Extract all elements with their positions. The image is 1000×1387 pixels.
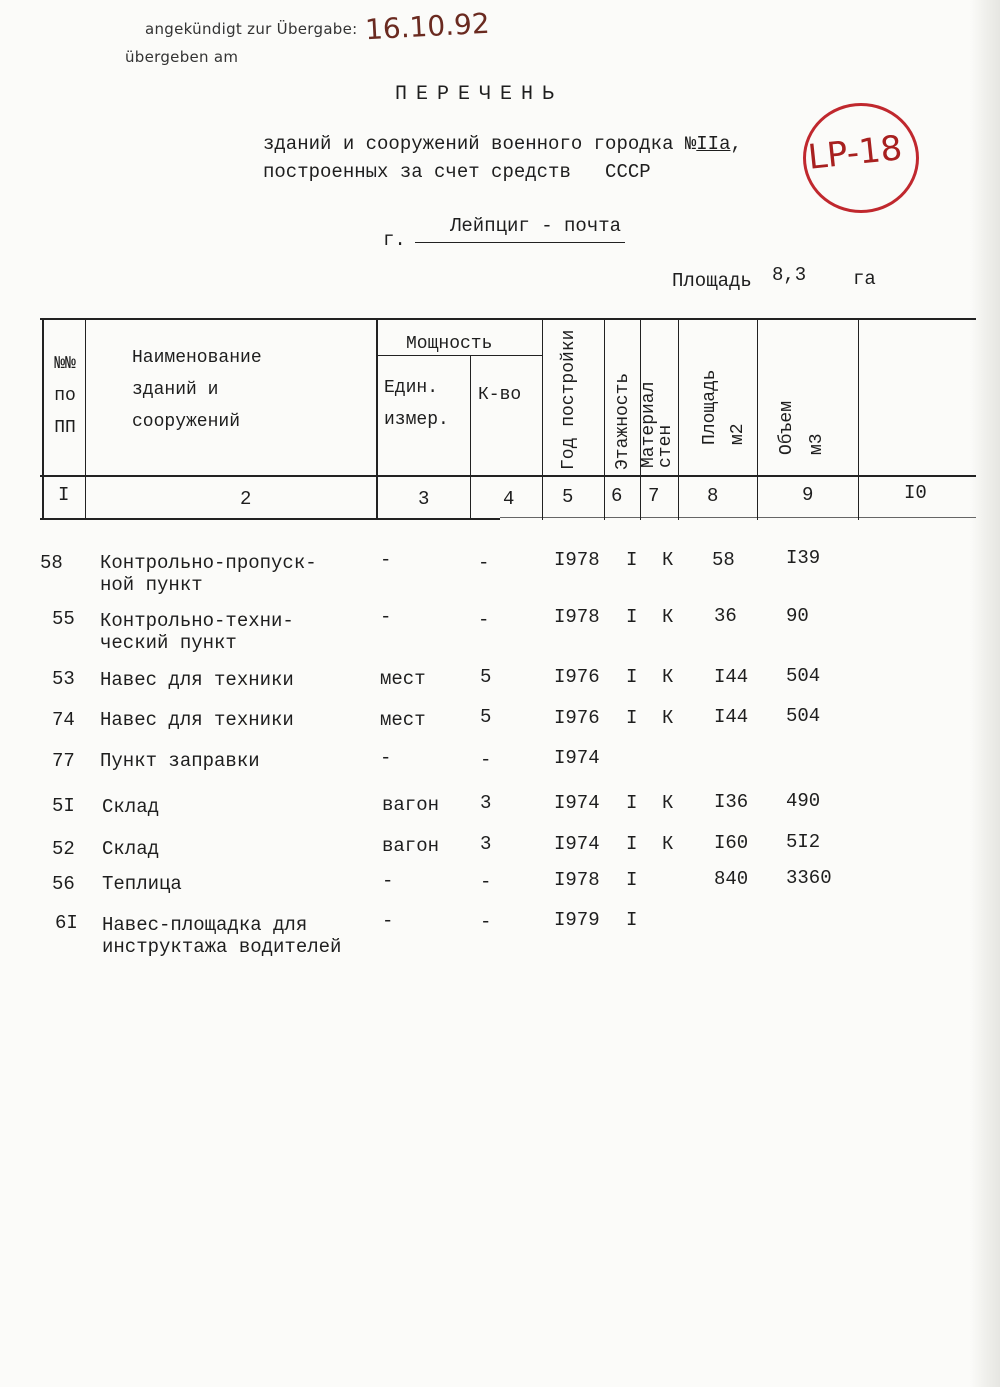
row-unit: -	[382, 870, 394, 892]
header-area: Площадь м2	[700, 369, 748, 445]
row-material: К	[662, 666, 674, 688]
stamp-handed-label: übergeben am	[125, 48, 239, 66]
row-unit: мест	[380, 668, 426, 690]
marking-code: LP-18	[806, 128, 905, 178]
row-floors: I	[626, 869, 638, 891]
area-value: 8,3	[772, 264, 807, 286]
row-count: -	[480, 871, 492, 893]
row-area: 58	[712, 549, 735, 571]
col-num: 7	[648, 485, 660, 507]
col-num: I0	[904, 482, 927, 504]
row-count: -	[480, 911, 492, 933]
row-floors: I	[626, 666, 638, 688]
row-unit: вагон	[382, 794, 440, 816]
subtitle-prefix: зданий и сооружений военного городка №	[263, 133, 697, 155]
row-material: К	[662, 792, 674, 814]
stamp-announced-date: 16.10.92	[364, 6, 491, 47]
row-year: I974	[554, 747, 600, 769]
col-num: 8	[707, 485, 719, 507]
row-year: I978	[554, 606, 600, 628]
col-num: 6	[611, 485, 623, 507]
row-area: 36	[714, 605, 737, 627]
header-year: Год постройки	[559, 329, 579, 470]
document-title: ПЕРЕЧЕНЬ	[395, 83, 564, 106]
row-floors: I	[626, 909, 638, 931]
col-num: 4	[503, 488, 515, 510]
row-floors: I	[626, 606, 638, 628]
row-name: Навес для техники	[100, 709, 294, 731]
row-volume: I39	[786, 547, 821, 569]
col-num: 3	[418, 488, 430, 510]
row-number: 77	[52, 750, 75, 772]
row-number: 58	[40, 552, 63, 574]
row-unit: вагон	[382, 835, 440, 857]
row-name: Пункт заправки	[100, 750, 260, 772]
row-number: 53	[52, 668, 75, 690]
row-area: I44	[714, 666, 749, 688]
row-material: К	[662, 606, 674, 628]
row-year: I979	[554, 909, 600, 931]
header-material: Материал стен	[639, 381, 676, 468]
row-number: 6I	[55, 912, 78, 934]
row-floors: I	[626, 549, 638, 571]
row-floors: I	[626, 707, 638, 729]
row-material: К	[662, 549, 674, 571]
header-name: Наименование зданий и сооружений	[132, 348, 262, 432]
row-name: Склад	[102, 796, 160, 818]
paper-edge-shadow	[970, 0, 1000, 1387]
city-name: Лейпциг - почта	[450, 215, 622, 237]
row-volume: 90	[786, 605, 809, 627]
row-count: 3	[480, 792, 492, 814]
row-number: 55	[52, 608, 75, 630]
subtitle-line2: построенных за счет средств СССР	[263, 161, 651, 183]
header-unit: Един. измер.	[384, 378, 449, 430]
row-material: К	[662, 833, 674, 855]
row-floors: I	[626, 792, 638, 814]
row-area: I36	[714, 791, 749, 813]
row-name: Контрольно-пропуск- ной пункт	[100, 552, 317, 596]
row-material: К	[662, 707, 674, 729]
area-unit: га	[853, 268, 876, 290]
row-count: 5	[480, 706, 492, 728]
subtitle-suffix: ,	[730, 133, 742, 155]
garrison-number: IIa	[696, 133, 731, 155]
row-volume: 5I2	[786, 831, 821, 853]
header-floors: Этажность	[613, 372, 633, 470]
row-volume: 504	[786, 705, 821, 727]
row-name: Контрольно-техни- ческий пункт	[100, 610, 294, 654]
row-year: I974	[554, 792, 600, 814]
row-area: I60	[714, 832, 749, 854]
row-year: I978	[554, 549, 600, 571]
row-unit: -	[380, 747, 392, 769]
row-year: I974	[554, 833, 600, 855]
row-number: 52	[52, 838, 75, 860]
row-area: 840	[714, 868, 749, 890]
row-count: 5	[480, 666, 492, 688]
row-year: I976	[554, 707, 600, 729]
row-unit: -	[382, 910, 394, 932]
city-prefix: г.	[383, 229, 406, 251]
row-year: I976	[554, 666, 600, 688]
row-unit: мест	[380, 709, 426, 731]
header-number: №№ по ПП	[54, 354, 76, 438]
city-underline	[415, 242, 625, 243]
row-year: I978	[554, 869, 600, 891]
row-floors: I	[626, 833, 638, 855]
row-name: Теплица	[102, 873, 182, 895]
area-label: Площадь	[672, 270, 752, 292]
header-count: К-во	[478, 385, 522, 405]
row-count: -	[480, 749, 492, 771]
col-num: I	[58, 484, 70, 506]
row-name: Навес для техники	[100, 669, 294, 691]
row-name: Навес-площадка для инструктажа водителей	[102, 914, 342, 958]
col-num: 9	[802, 484, 814, 506]
row-unit: -	[380, 606, 392, 628]
row-volume: 490	[786, 790, 821, 812]
row-number: 56	[52, 873, 75, 895]
row-number: 5I	[52, 795, 75, 817]
row-number: 74	[52, 709, 75, 731]
subtitle-line1	[263, 133, 742, 155]
row-area: I44	[714, 706, 749, 728]
header-power: Мощность	[406, 334, 493, 354]
header-volume: Объем м3	[777, 400, 827, 455]
row-name: Склад	[102, 838, 160, 860]
stamp-announced-label: angekündigt zur Übergabe:	[145, 20, 358, 38]
row-count: -	[478, 552, 490, 574]
row-count: 3	[480, 833, 492, 855]
col-num: 2	[240, 488, 252, 510]
row-unit: -	[380, 549, 392, 571]
row-volume: 504	[786, 665, 821, 687]
row-count: -	[478, 609, 490, 631]
col-num: 5	[562, 486, 574, 508]
row-volume: 3360	[786, 867, 832, 889]
